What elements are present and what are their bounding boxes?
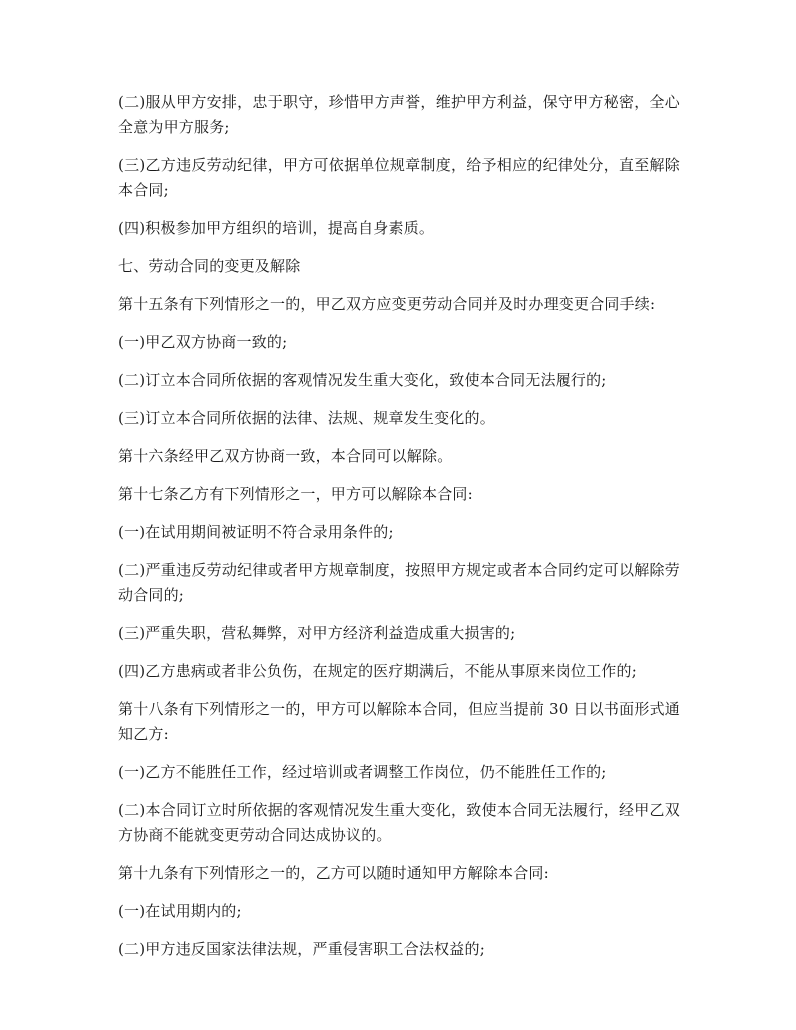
article-17-item-4: (四)乙方患病或者非公负伤，在规定的医疗期满后，不能从事原来岗位工作的; [118,662,637,680]
article-18-item-1: (一)乙方不能胜任工作，经过培训或者调整工作岗位，仍不能胜任工作的; [118,763,607,781]
clause-item-2-obey-arrangement: (二)服从甲方安排，忠于职守，珍惜甲方声誉，维护甲方利益，保守甲方秘密，全心全意为甲方服务; [118,93,680,136]
article-19-item-1: (一)在试用期内的; [118,902,242,920]
article-19: 第十九条有下列情形之一的，乙方可以随时通知甲方解除本合同: [118,864,549,882]
article-16: 第十六条经甲乙双方协商一致，本合同可以解除。 [118,447,453,465]
article-15-item-1: (一)甲乙双方协商一致的; [118,333,288,351]
document-body [118,90,680,975]
article-18: 第十八条有下列情形之一的，甲方可以解除本合同，但应当提前 30 日以书面形式通知乙方: [118,700,680,743]
article-17: 第十七条乙方有下列情形之一，甲方可以解除本合同: [118,485,473,503]
article-17-item-3: (三)严重失职，营私舞弊，对甲方经济利益造成重大损害的; [118,624,516,642]
article-15-item-2: (二)订立本合同所依据的客观情况发生重大变化，致使本合同无法履行的; [118,371,607,389]
article-17-item-2: (二)严重违反劳动纪律或者甲方规章制度，按照甲方规定或者本合同约定可以解除劳动合同的; [118,561,680,604]
clause-item-3-discipline: (三)乙方违反劳动纪律，甲方可依据单位规章制度，给予相应的纪律处分，直至解除本合同; [118,156,680,199]
section-heading-7: 七、劳动合同的变更及解除 [118,257,301,275]
article-15: 第十五条有下列情形之一的，甲乙双方应变更劳动合同并及时办理变更合同手续: [118,295,656,313]
clause-item-4-training: (四)积极参加甲方组织的培训，提高自身素质。 [118,219,435,237]
article-19-item-2: (二)甲方违反国家法律法规，严重侵害职工合法权益的; [118,940,485,958]
article-15-item-3: (三)订立本合同所依据的法律、法规、规章发生变化的。 [118,409,495,427]
article-18-item-2: (二)本合同订立时所依据的客观情况发生重大变化，致使本合同无法履行，经甲乙双方协商不能就变更劳动合同达成协议的。 [118,801,680,844]
article-17-item-1: (一)在试用期间被证明不符合录用条件的; [118,523,394,541]
